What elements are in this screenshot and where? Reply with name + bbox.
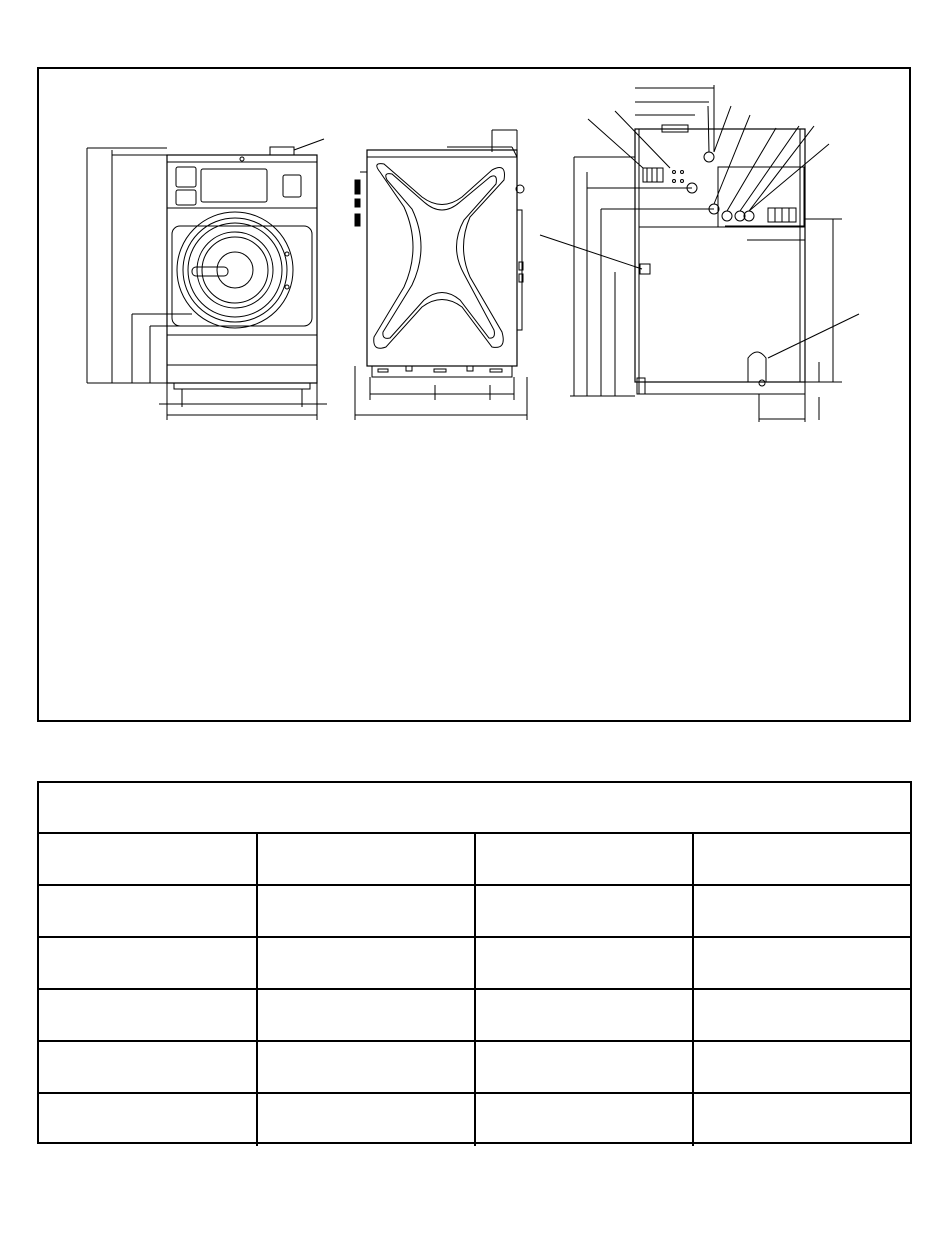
dimension-drawing-frame (37, 67, 911, 722)
table-cell (258, 990, 476, 1040)
table-cell (39, 938, 258, 988)
table-cell (694, 990, 910, 1040)
table-row (39, 1094, 910, 1146)
rear-view (540, 85, 859, 422)
table-cell (258, 834, 476, 884)
table-cell (258, 1094, 476, 1146)
side-view (355, 130, 527, 420)
table-cell (476, 1094, 694, 1146)
table-cell (694, 1042, 910, 1092)
table-cell (39, 990, 258, 1040)
table-cell (39, 1094, 258, 1146)
table-cell (258, 1042, 476, 1092)
table-cell (258, 938, 476, 988)
dimension-drawing (39, 69, 913, 724)
table-cell (476, 886, 694, 936)
table-cell (476, 834, 694, 884)
table-cell (258, 886, 476, 936)
table-cell (39, 886, 258, 936)
table-cell (694, 938, 910, 988)
table-row (39, 886, 910, 938)
table-row (39, 938, 910, 990)
front-view (87, 139, 327, 420)
table-cell (694, 1094, 910, 1146)
table-cell (694, 886, 910, 936)
table-title (39, 783, 910, 834)
table-cell (694, 834, 910, 884)
table-grid (39, 834, 910, 1142)
table-cell (39, 834, 258, 884)
dimension-table (37, 781, 912, 1144)
table-cell (476, 1042, 694, 1092)
table-cell (476, 938, 694, 988)
table-row (39, 990, 910, 1042)
table-cell (39, 1042, 258, 1092)
table-cell (476, 990, 694, 1040)
table-row (39, 834, 910, 886)
table-row (39, 1042, 910, 1094)
